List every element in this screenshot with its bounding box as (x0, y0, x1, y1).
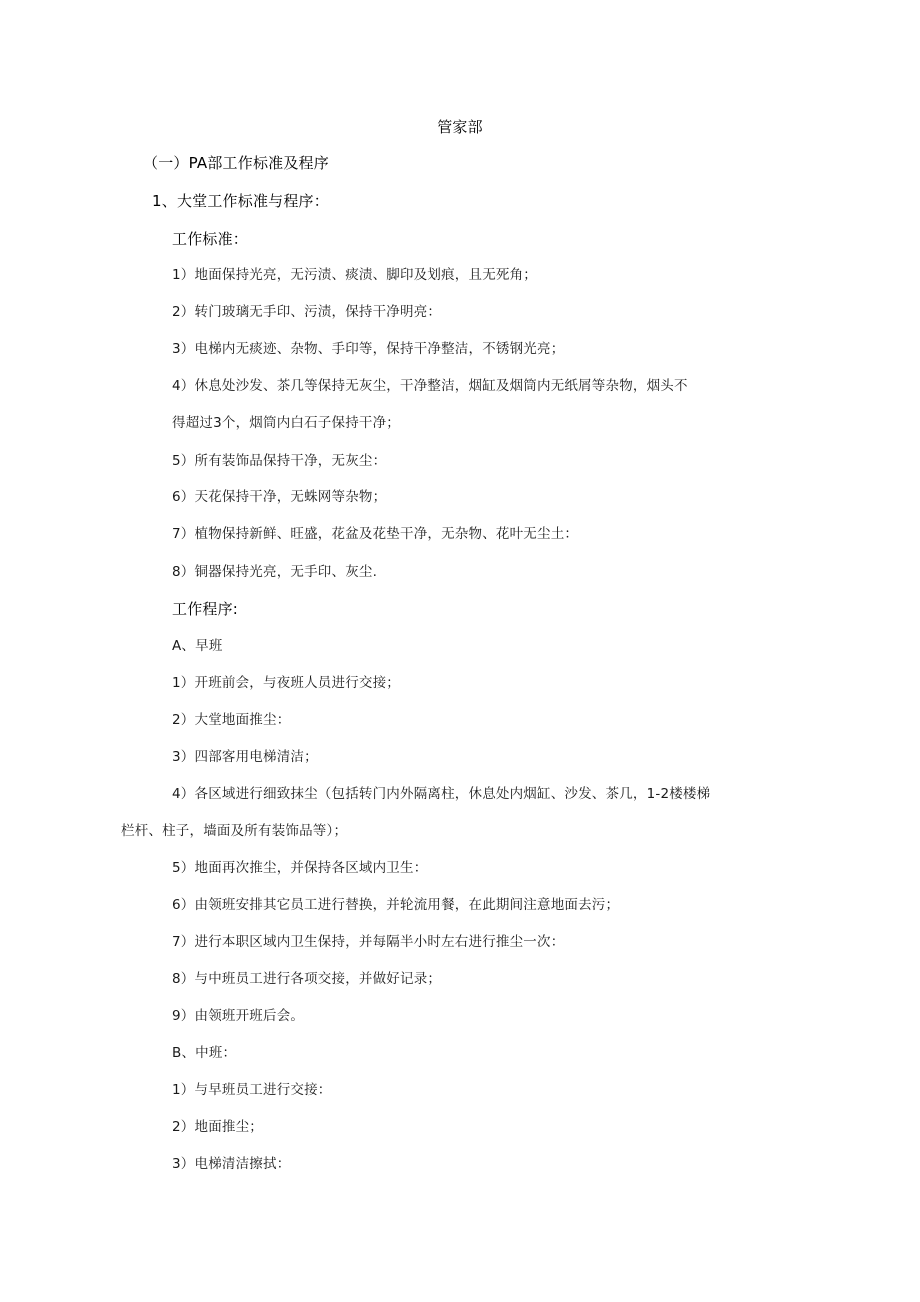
procedure-step: 4）各区域进行细致抹尘（包括转门内外隔离柱，休息处内烟缸、沙发、茶几，1-2楼楼梯 (172, 786, 711, 802)
procedure-step: 8）与中班员工进行各项交接，并做好记录； (172, 971, 442, 987)
procedure-step: 6）由领班安排其它员工进行替换，并轮流用餐，在此期间注意地面去污； (172, 897, 620, 913)
standard-item: 5）所有装饰品保持干净，无灰尘： (172, 453, 387, 469)
standard-item: 7）植物保持新鲜、旺盛，花盆及花垫干净，无杂物、花叶无尘土： (172, 526, 579, 542)
procedure-step: 9）由领班开班后会。 (172, 1008, 305, 1024)
standard-item: 1）地面保持光亮，无污渍、痰渍、脚印及划痕，且无死角； (172, 267, 537, 283)
procedure-heading: 工作程序: (172, 600, 239, 618)
subsection-heading: 1、大堂工作标准与程序： (152, 192, 329, 210)
standard-item: 3）电梯内无痰迹、杂物、手印等，保持干净整洁，不锈钢光亮； (172, 341, 565, 357)
standard-item: 8）铜器保持光亮，无手印、灰尘. (172, 564, 378, 580)
standard-item: 2）转门玻璃无手印、污渍，保持干净明亮： (172, 304, 442, 320)
standards-heading: 工作标准： (172, 230, 249, 248)
procedure-step: 2）地面推尘； (172, 1119, 263, 1135)
procedure-step: 5）地面再次推尘，并保持各区域内卫生： (172, 860, 428, 876)
procedure-step-continued: 栏杆、柱子，墙面及所有装饰品等）； (121, 823, 348, 839)
shift-a-heading: A、早班 (172, 638, 223, 654)
procedure-step: 7）进行本职区域内卫生保持，并每隔半小时左右进行推尘一次： (172, 934, 565, 950)
procedure-step: 3）四部客用电梯清洁； (172, 749, 318, 765)
procedure-step: 3）电梯清洁擦拭： (172, 1156, 291, 1172)
standard-item-continued: 得超过3个，烟筒内白石子保持干净； (172, 415, 400, 431)
procedure-step: 1）与早班员工进行交接： (172, 1082, 332, 1098)
shift-b-heading: B、中班： (172, 1045, 237, 1061)
standard-item: 6）天花保持干净，无蛛网等杂物； (172, 489, 387, 505)
procedure-step: 1）开班前会，与夜班人员进行交接； (172, 675, 400, 691)
section-heading: （一）PA部工作标准及程序 (143, 154, 329, 172)
standard-item: 4）休息处沙发、茶几等保持无灰尘，干净整洁，烟缸及烟筒内无纸屑等杂物，烟头不 (172, 378, 688, 394)
procedure-step: 2）大堂地面推尘： (172, 712, 291, 728)
page-title: 管家部 (437, 118, 483, 136)
